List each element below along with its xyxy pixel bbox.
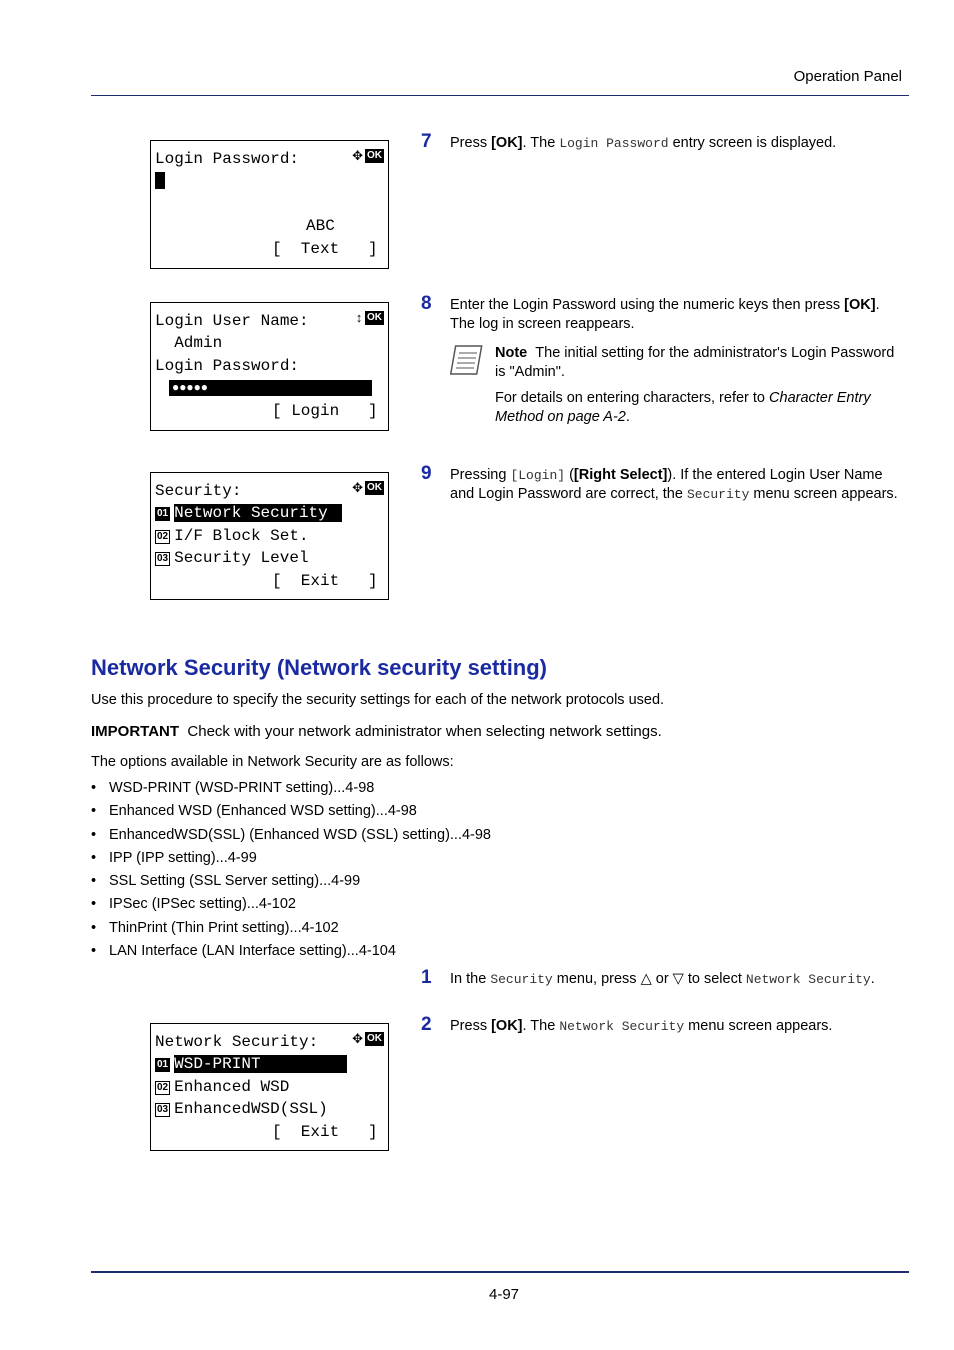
lcd-line-user-name: Login User Name: [155, 312, 309, 330]
list-item: • LAN Interface (LAN Interface setting)...4-104 [91, 941, 491, 964]
ok-icon: OK [367, 482, 382, 493]
lcd-login-screen [150, 302, 389, 431]
menu-item-label: Enhanced WSD [174, 1078, 290, 1096]
menu-item [155, 504, 342, 522]
lcd-line-password: Login Password: [155, 357, 300, 375]
cross-arrows-icon: ✥ [352, 148, 363, 164]
lcd-softkey: [ Login ] [272, 402, 378, 420]
step-7-text: Press [OK]. The Login Password entry screen is displayed. [450, 135, 837, 151]
header-title: Operation Panel [793, 68, 902, 85]
menu-item [155, 1055, 347, 1073]
lcd-title: Security: [155, 482, 242, 500]
ok-icon: OK [367, 312, 382, 323]
options-intro: The options available in Network Security are as follows: [91, 754, 454, 770]
item-number: 01 [157, 508, 169, 519]
cross-arrows-icon: ✥ [352, 1031, 363, 1047]
list-item: • WSD-PRINT (WSD-PRINT setting)...4-98 [91, 778, 491, 801]
text-cursor [155, 172, 165, 189]
step-number: 2 [421, 1014, 432, 1035]
step-1-text: In the Security menu, press △ or ▽ to select Network Security. [450, 971, 875, 987]
lcd-line-admin: Admin [155, 334, 223, 352]
menu-item-label: I/F Block Set. [174, 527, 309, 545]
lcd-title: Network Security: [155, 1033, 319, 1051]
note-icon [450, 344, 488, 378]
menu-item-label: Network Security [174, 504, 342, 522]
options-list [91, 778, 491, 964]
section-intro: Use this procedure to specify the security settings for each of the network protocols used. [91, 692, 665, 708]
lcd-title: Login Password: [155, 150, 300, 168]
lcd-softkey: [ Text ] [272, 240, 378, 258]
item-number: 02 [157, 1082, 169, 1093]
step-2-text: Press [OK]. The Network Security menu screen appears. [450, 1018, 833, 1034]
lcd-softkey: [ Exit ] [272, 572, 378, 590]
cross-arrows-icon: ✥ [352, 480, 363, 496]
step-number: 8 [421, 293, 432, 314]
menu-item-label: Security Level [174, 549, 309, 567]
item-number: 03 [157, 553, 169, 564]
step-9-text: Pressing [Login] ([Right Select]). If the entered Login User Name and Login Password are correct, the Security menu screen appears. [450, 467, 898, 502]
important-notice: IMPORTANT Check with your network administrator when selecting network settings. [91, 723, 662, 740]
ok-indicator [352, 481, 384, 495]
footer-rule [91, 1271, 909, 1273]
masked-password: ●●●●● [169, 380, 372, 396]
list-item: • IPP (IPP setting)...4-99 [91, 848, 491, 871]
ok-indicator [355, 311, 384, 325]
menu-item [155, 527, 309, 545]
step-number: 9 [421, 463, 432, 484]
menu-item [155, 1100, 328, 1118]
menu-item-label: EnhancedWSD(SSL) [174, 1100, 328, 1118]
lcd-security-menu [150, 472, 389, 600]
item-number: 01 [157, 1059, 169, 1070]
menu-item [155, 549, 309, 567]
note-reference: For details on entering characters, refer to Character Entry Method on page A-2. [495, 390, 871, 425]
list-item: • SSL Setting (SSL Server setting)...4-99 [91, 871, 491, 894]
ok-icon: OK [367, 1033, 382, 1044]
step-8-text: Enter the Login Password using the numeric keys then press [OK]. The log in screen reappears. [450, 297, 880, 332]
item-number: 03 [157, 1104, 169, 1115]
item-number: 02 [157, 531, 169, 542]
list-item: • Enhanced WSD (Enhanced WSD setting)...4-98 [91, 801, 491, 824]
list-item: • IPSec (IPSec setting)...4-102 [91, 894, 491, 917]
ok-indicator [352, 1032, 384, 1046]
list-item: • ThinPrint (Thin Print setting)...4-102 [91, 918, 491, 941]
section-heading: Network Security (Network security setting) [91, 655, 548, 680]
lcd-softkey: [ Exit ] [272, 1123, 378, 1141]
up-down-arrows-icon: ↕ [355, 310, 363, 326]
lcd-login-password-entry [150, 140, 389, 269]
list-item: • EnhancedWSD(SSL) (Enhanced WSD (SSL) setting)...4-98 [91, 825, 491, 848]
step-number: 7 [421, 131, 432, 152]
header-rule [91, 95, 909, 96]
page-number: 4-97 [488, 1286, 520, 1303]
lcd-input-mode: ABC [306, 217, 335, 235]
ok-indicator [352, 149, 384, 163]
note-text: Note The initial setting for the administrator's Login Password is "Admin". [495, 345, 895, 380]
menu-item [155, 1078, 289, 1096]
menu-item-label: WSD-PRINT [174, 1055, 346, 1073]
lcd-network-security-menu [150, 1023, 389, 1151]
ok-icon: OK [367, 150, 382, 161]
step-number: 1 [421, 967, 432, 988]
